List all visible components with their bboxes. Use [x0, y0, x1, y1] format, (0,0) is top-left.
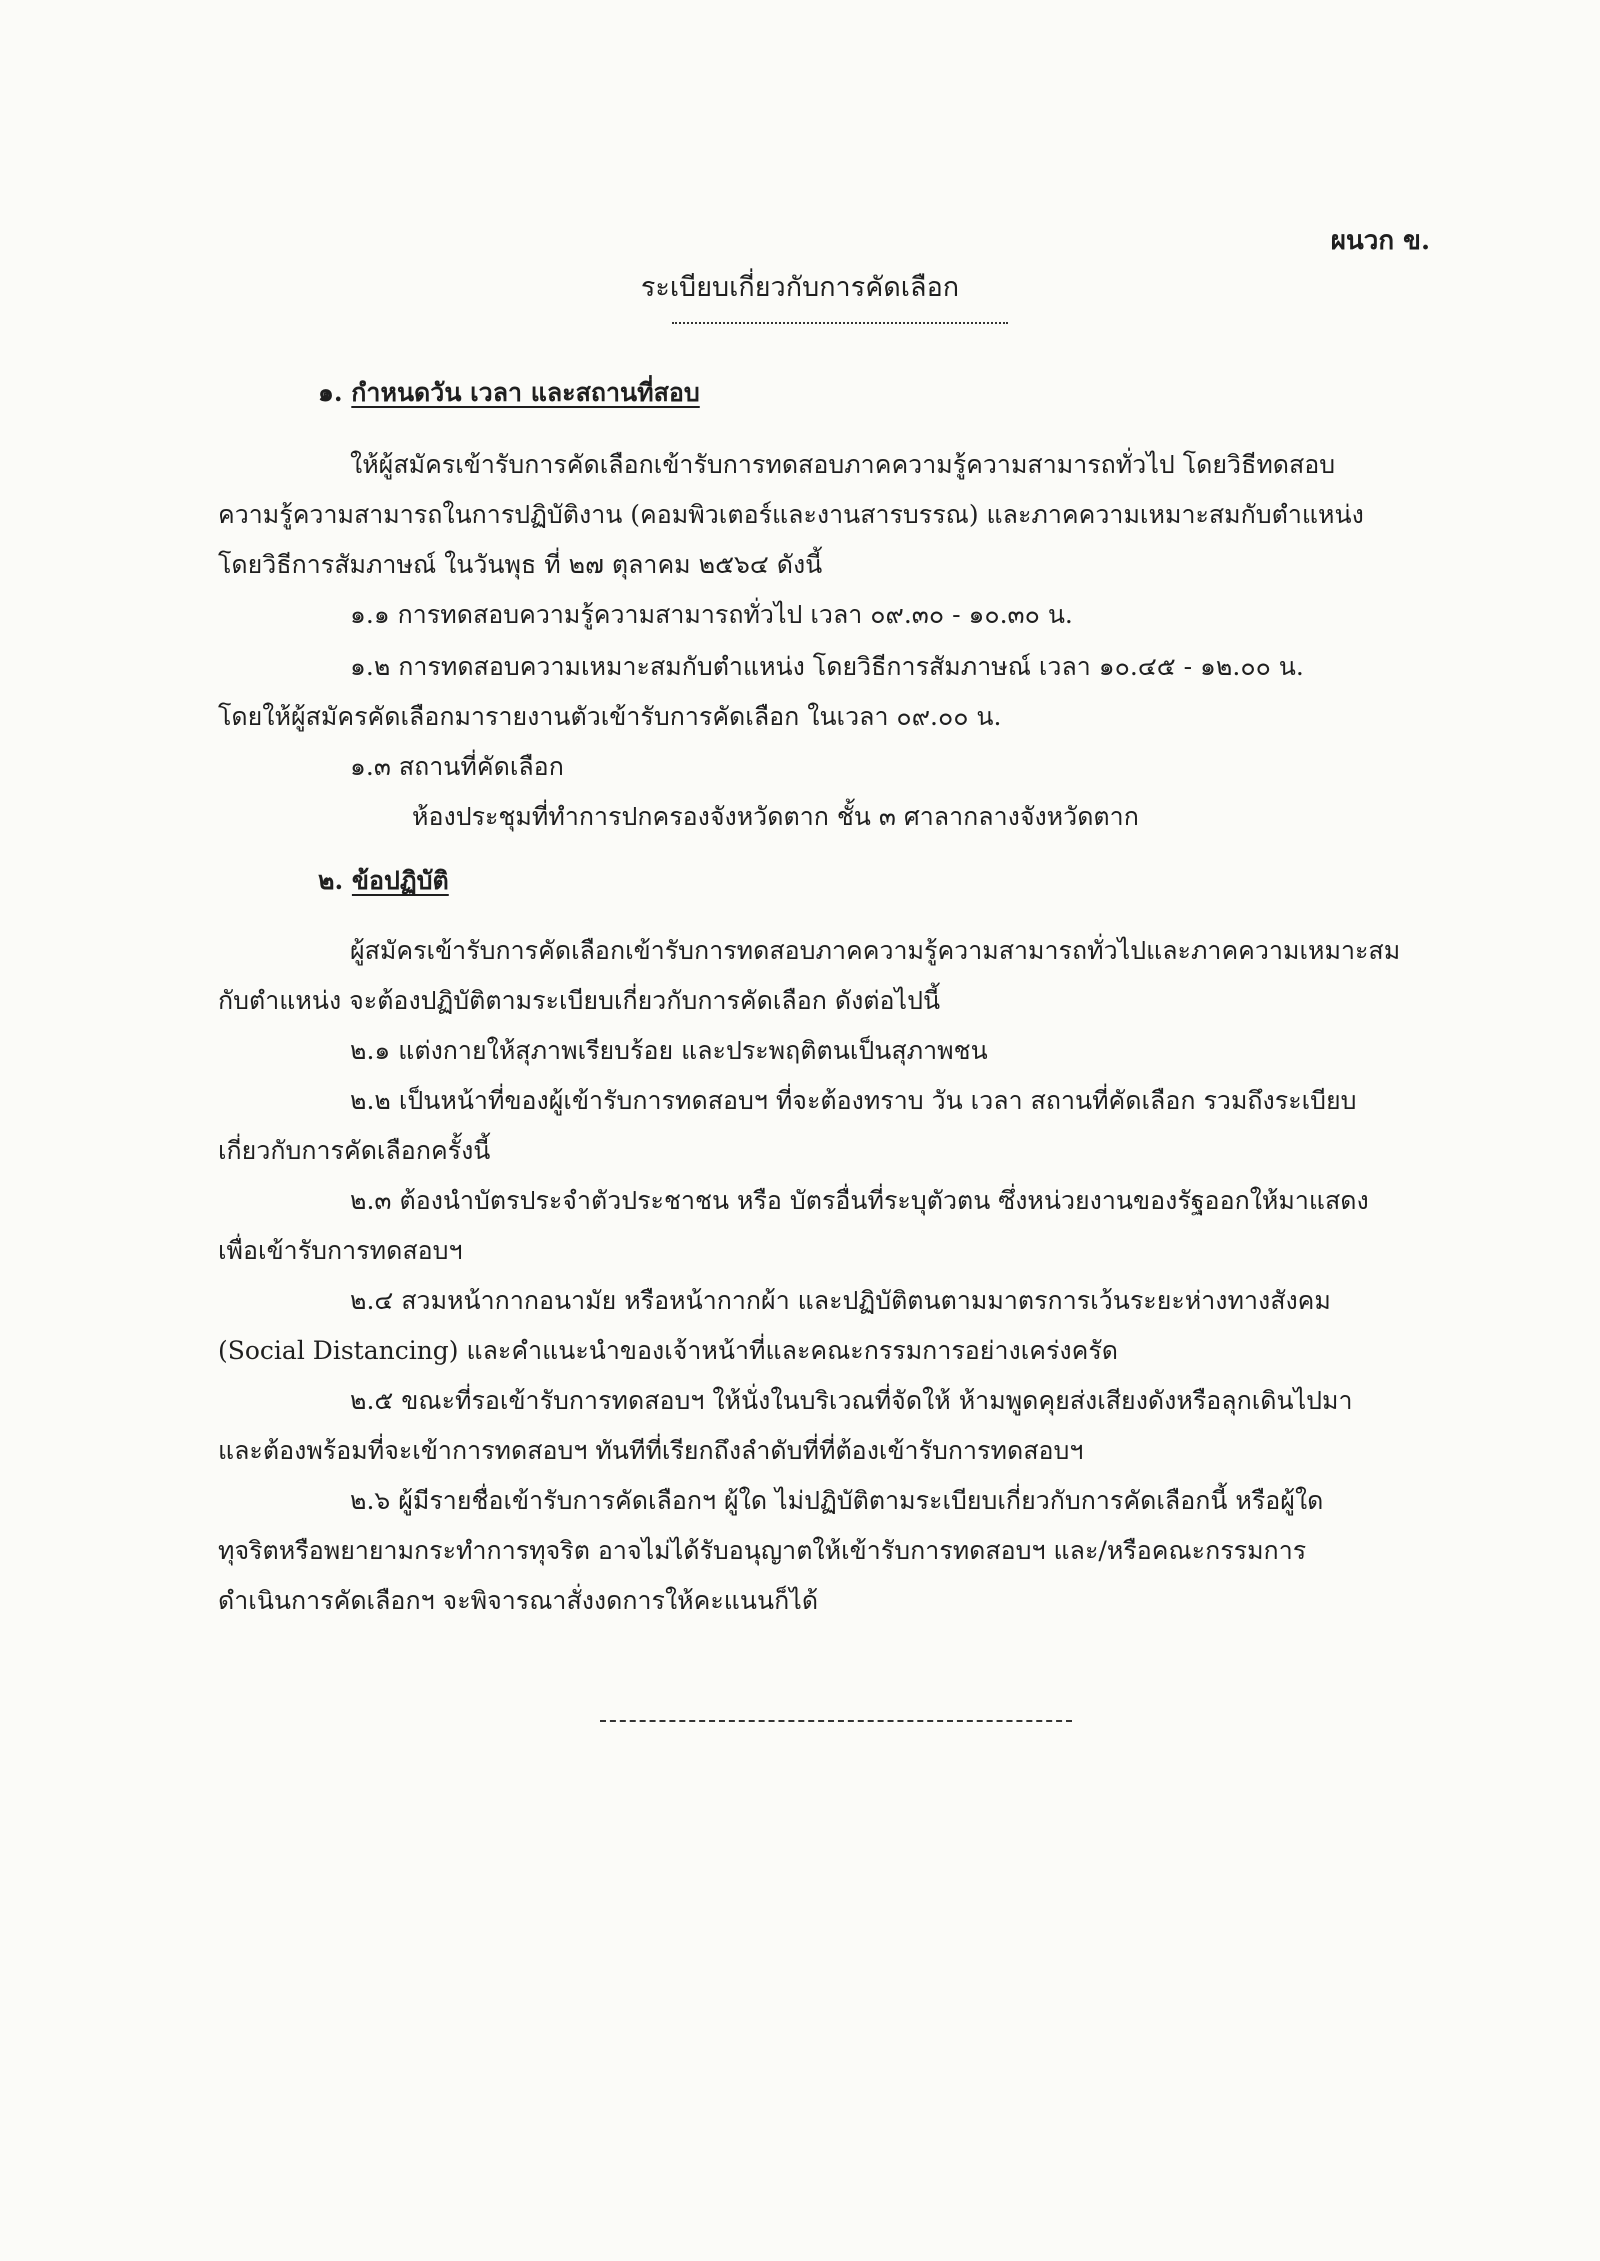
item-2-5-line-2: และต้องพร้อมที่จะเข้าการทดสอบฯ ทันทีที่เรียกถึงลำดับที่ที่ต้องเข้ารับการทดสอบฯ — [218, 1436, 1084, 1465]
section-1-title: กำหนดวัน เวลา และสถานที่สอบ — [351, 378, 700, 407]
item-2-3-line-1: ๒.๓ ต้องนำบัตรประจำตัวประชาชน หรือ บัตรอื่นที่ระบุตัวตน ซึ่งหน่วยงานของรัฐออกให้มาแสดง — [350, 1186, 1369, 1215]
item-2-5-line-1: ๒.๕ ขณะที่รอเข้ารับการทดสอบฯ ให้นั่งในบริเวณที่จัดให้ ห้ามพูดคุยส่งเสียงดังหรือลุกเดินไปมา — [350, 1386, 1353, 1415]
item-2-6-line-1: ๒.๖ ผู้มีรายชื่อเข้ารับการคัดเลือกฯ ผู้ใด ไม่ปฏิบัติตามระเบียบเกี่ยวกับการคัดเลือกนี้ หรือผู้ใด — [350, 1486, 1324, 1515]
item-2-2-line-2: เกี่ยวกับการคัดเลือกครั้งนี้ — [218, 1136, 491, 1165]
section-2-heading — [318, 866, 449, 896]
section-1-intro-line-3: โดยวิธีการสัมภาษณ์ ในวันพุธ ที่ ๒๗ ตุลาคม ๒๕๖๔ ดังนี้ — [218, 550, 823, 579]
section-1-number: ๑. — [318, 378, 343, 407]
item-1-1: ๑.๑ การทดสอบความรู้ความสามารถทั่วไป เวลา ๐๙.๓๐ - ๑๐.๓๐ น. — [350, 600, 1073, 629]
item-1-3-detail: ห้องประชุมที่ทำการปกครองจังหวัดตาก ชั้น ๓ ศาลากลางจังหวัดตาก — [412, 802, 1139, 831]
item-1-3: ๑.๓ สถานที่คัดเลือก — [350, 752, 564, 781]
section-1-intro-line-1: ให้ผู้สมัครเข้ารับการคัดเลือกเข้ารับการทดสอบภาคความรู้ความสามารถทั่วไป โดยวิธีทดสอบ — [350, 450, 1336, 479]
item-1-2-line-1: ๑.๒ การทดสอบความเหมาะสมกับตำแหน่ง โดยวิธีการสัมภาษณ์ เวลา ๑๐.๔๕ - ๑๒.๐๐ น. — [350, 652, 1304, 681]
section-1-intro-line-2: ความรู้ความสามารถในการปฏิบัติงาน (คอมพิวเตอร์และงานสารบรรณ) และภาคความเหมาะสมกับตำแหน่ง — [218, 500, 1364, 529]
section-2-intro-line-2: กับตำแหน่ง จะต้องปฏิบัติตามระเบียบเกี่ยวกับการคัดเลือก ดังต่อไปนี้ — [218, 986, 941, 1015]
item-2-6-line-3: ดำเนินการคัดเลือกฯ จะพิจารณาสั่งงดการให้คะแนนก็ได้ — [218, 1586, 819, 1615]
section-2-intro-line-1: ผู้สมัครเข้ารับการคัดเลือกเข้ารับการทดสอบภาคความรู้ความสามารถทั่วไปและภาคความเหมาะสม — [350, 936, 1401, 965]
item-2-4-line-1: ๒.๔ สวมหน้ากากอนามัย หรือหน้ากากผ้า และปฏิบัติตนตามมาตรการเว้นระยะห่างทางสังคม — [350, 1286, 1331, 1315]
annex-label: ผนวก ข. — [1330, 226, 1430, 256]
section-2-title: ข้อปฏิบัติ — [351, 866, 449, 895]
title-dotted-rule — [672, 322, 1008, 324]
item-2-2-line-1: ๒.๒ เป็นหน้าที่ของผู้เข้ารับการทดสอบฯ ที่จะต้องทราบ วัน เวลา สถานที่คัดเลือก รวมถึงระเบียบ — [350, 1086, 1357, 1115]
page-title: ระเบียบเกี่ยวกับการคัดเลือก — [640, 272, 960, 303]
section-1-heading — [318, 378, 700, 408]
item-2-4-line-2: (Social Distancing) และคำแนะนำของเจ้าหน้าที่และคณะกรรมการอย่างเคร่งครัด — [218, 1336, 1118, 1365]
item-1-2-line-2: โดยให้ผู้สมัครคัดเลือกมารายงานตัวเข้ารับการคัดเลือก ในเวลา ๐๙.๐๐ น. — [218, 702, 1002, 731]
item-2-3-line-2: เพื่อเข้ารับการทดสอบฯ — [218, 1236, 463, 1265]
item-2-6-line-2: ทุจริตหรือพยายามกระทำการทุจริต อาจไม่ได้รับอนุญาตให้เข้ารับการทดสอบฯ และ/หรือคณะกรรมการ — [218, 1536, 1307, 1565]
end-dashed-rule — [600, 1720, 1072, 1722]
section-2-number: ๒. — [318, 866, 344, 895]
item-2-1: ๒.๑ แต่งกายให้สุภาพเรียบร้อย และประพฤติตนเป็นสุภาพชน — [350, 1036, 988, 1065]
